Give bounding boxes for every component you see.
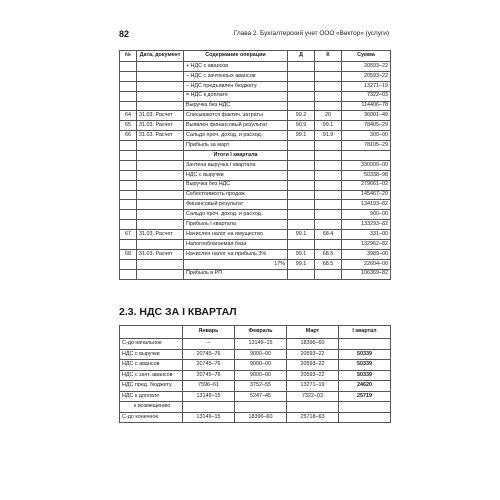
cell-label: НДС пред. бюджету [120,381,183,392]
cell-operation: Зачтена выручка I квартала [184,160,288,170]
cell-number: 64 [120,111,137,121]
section-title: 2.3. НДС ЗА I КВАРТАЛ [119,306,237,318]
cell-date [137,220,184,230]
table-row [120,230,391,240]
cell-march: 7322–03 [287,391,339,402]
cell-number [120,240,137,250]
cell-credit [315,170,342,180]
cell-operation: – НДС с зачтенных авансов [184,71,288,81]
cell-credit: 68.4 [315,230,342,240]
cell-number [120,269,137,279]
cell-label: НДС с зачт. авансов [120,370,183,381]
column-header: Содержание операции [184,51,288,62]
cell-amount: 13271–19 [342,81,391,91]
cell-label: НДС с выручки [120,349,183,360]
cell-debit [288,160,315,170]
cell-credit: 68.5 [315,249,342,259]
cell-date: 31.03. Расчет [137,111,184,121]
cell-credit [315,269,342,279]
cell-february: 18396–60 [235,412,287,423]
cell-quarter: 50339 [339,360,391,371]
cell-operation: Сальдо проч. доход. и расход. [184,131,288,141]
cell-debit [288,151,315,161]
cell-label: С-до конечное [120,412,183,423]
cell-february [235,402,287,413]
column-header: Д [288,51,315,62]
cell-amount: 133293–82 [342,220,391,230]
cell-date [137,62,184,72]
table-row [120,200,391,210]
column-header: К [315,51,342,62]
cell-amount: 279661–02 [342,180,391,190]
cell-date [137,210,184,220]
cell-number [120,210,137,220]
cell-number: 66 [120,131,137,141]
table-header-row [120,51,391,62]
column-header: Дата, документ [137,51,184,62]
cell-debit [288,71,315,81]
cell-amount: 330000–00 [342,160,391,170]
column-header: I квартал [339,326,391,339]
cell-amount: 900–00 [342,210,391,220]
table-row [120,370,391,381]
cell-date [137,151,184,161]
cell-debit: 99.1 [288,131,315,141]
cell-date: 31.03. Расчет [137,121,184,131]
table-row [120,339,391,350]
column-header: Январь [183,326,235,339]
cell-amount: 7322–03 [342,91,391,101]
page-number: 82 [119,29,130,39]
cell-credit [315,240,342,250]
table-row [120,381,391,392]
cell-amount: 114406–78 [342,101,391,111]
column-header: Февраль [235,326,287,339]
cell-number [120,170,137,180]
chapter-title: Глава 2. Бухгалтерский учет ООО «Вектор» (услуги) [233,30,389,37]
cell-number [120,220,137,230]
cell-credit [315,71,342,81]
cell-credit [315,81,342,91]
cell-january: 20745–76 [183,360,235,371]
table-row [120,91,391,101]
table-row [120,141,391,151]
cell-january: 13149–15 [183,391,235,402]
cell-operation: Финансовый результат [184,200,288,210]
cell-amount: 20593–22 [342,71,391,81]
cell-january: 20745–76 [183,349,235,360]
cell-debit: 99.1 [288,249,315,259]
cell-label: С-до начальное [120,339,183,350]
cell-date [137,71,184,81]
cell-amount: 132962–82 [342,240,391,250]
table-row [120,131,391,141]
cell-debit [288,62,315,72]
cell-date [137,180,184,190]
column-header [120,326,183,339]
table-row [120,101,391,111]
cell-debit [288,141,315,151]
table-row [120,269,391,279]
cell-quarter [339,412,391,423]
table-row [120,81,391,91]
cell-date: 31.03. Расчет [137,249,184,259]
column-header: Март [287,326,339,339]
cell-debit [288,200,315,210]
cell-debit [288,170,315,180]
cell-number [120,91,137,101]
cell-credit [315,101,342,111]
cell-february: 9000–00 [235,349,287,360]
table-row [120,360,391,371]
cell-march: 20593–22 [287,360,339,371]
cell-date [137,141,184,151]
cell-label: к возмещению [120,402,183,413]
table-row [120,349,391,360]
cell-february: 5247–45 [235,391,287,402]
cell-debit [288,180,315,190]
cell-credit [315,200,342,210]
table-row [120,220,391,230]
cell-operation: Выручка без НДС [184,180,288,190]
cell-credit: 91.9 [315,131,342,141]
cell-operation: + НДС с авансов [184,62,288,72]
table-row [120,391,391,402]
table-row [120,62,391,72]
cell-amount: 300–00 [342,131,391,141]
cell-credit [315,91,342,101]
cell-credit [315,141,342,151]
cell-number [120,101,137,111]
accounting-table [119,50,391,280]
cell-amount: 331–00 [342,230,391,240]
column-header: Сумма [342,51,391,62]
cell-debit [288,91,315,101]
cell-number [120,200,137,210]
cell-operation: Начислен налог на имущество [184,230,288,240]
table-row [120,160,391,170]
cell-amount: 20593–22 [342,62,391,72]
cell-operation: 17% [184,259,288,269]
cell-march: 25718–63 [287,412,339,423]
table-row [120,240,391,250]
cell-operation: Прибыль в РП [184,269,288,279]
table-row [120,190,391,200]
cell-january [183,402,235,413]
cell-number [120,71,137,81]
table-row [120,402,391,413]
cell-february: 3752–55 [235,381,287,392]
cell-debit: 90.9 [288,121,315,131]
cell-january: 13149–15 [183,412,235,423]
table-row [120,249,391,259]
cell-debit [288,190,315,200]
cell-march: 13271–19 [287,381,339,392]
cell-operation: Списываются фактич. затраты [184,111,288,121]
cell-debit [288,240,315,250]
cell-debit: 99.1 [288,259,315,269]
cell-credit [315,210,342,220]
cell-debit [288,81,315,91]
page-header [119,29,389,41]
cell-debit [288,101,315,111]
cell-debit: 99.1 [288,230,315,240]
cell-date: 31.03. Расчет [137,131,184,141]
cell-operation: Выявлен финансовый результат [184,121,288,131]
cell-amount: 22604–00 [342,259,391,269]
cell-february: 13149–15 [235,339,287,350]
cell-amount: 50338–98 [342,170,391,180]
cell-january: – [183,339,235,350]
cell-march: 18396–60 [287,339,339,350]
cell-debit [288,220,315,230]
cell-operation: Итоги I квартала [184,151,288,161]
cell-january: 7596–61 [183,381,235,392]
cell-debit [288,269,315,279]
cell-number [120,81,137,91]
cell-operation: = НДС к доплате [184,91,288,101]
cell-number [120,259,137,269]
cell-operation: – НДС предъявлен бюджету [184,81,288,91]
cell-number [120,62,137,72]
cell-amount: 3989–00 [342,249,391,259]
cell-amount: 78405–29 [342,121,391,131]
table-row [120,111,391,121]
cell-credit [315,160,342,170]
column-header: № [120,51,137,62]
cell-date [137,91,184,101]
cell-amount [342,151,391,161]
cell-label: НДС с авансов [120,360,183,371]
cell-date [137,200,184,210]
table-row [120,151,391,161]
cell-amount: 78105–29 [342,141,391,151]
cell-march: 20593–22 [287,349,339,360]
cell-label: НДС к доплате [120,391,183,402]
table-row [120,259,391,269]
cell-number [120,180,137,190]
cell-operation: Себестоимость продаж [184,190,288,200]
cell-february: 9000–00 [235,370,287,381]
cell-operation: Налогооблагаемая база [184,240,288,250]
cell-date [137,101,184,111]
cell-amount: 36001–49 [342,111,391,121]
table-row [120,412,391,423]
cell-quarter: 25719 [339,391,391,402]
cell-operation: Сальдо проч. доход. и расход. [184,210,288,220]
cell-operation: НДС с выручки [184,170,288,180]
table-header-row [120,326,391,339]
cell-credit: 20 [315,111,342,121]
cell-credit [315,151,342,161]
cell-quarter [339,402,391,413]
cell-march [287,402,339,413]
table-row [120,170,391,180]
cell-quarter: 24620 [339,381,391,392]
cell-number [120,141,137,151]
cell-number [120,151,137,161]
cell-quarter [339,339,391,350]
table-row [120,180,391,190]
cell-amount: 145467–20 [342,190,391,200]
cell-credit [315,190,342,200]
cell-number: 65 [120,121,137,131]
cell-date [137,190,184,200]
cell-operation: Начислен налог на прибыль 3% [184,249,288,259]
table-row [120,121,391,131]
table-row [120,210,391,220]
cell-debit [288,210,315,220]
table-row [120,71,391,81]
cell-credit: 99.1 [315,121,342,131]
cell-number: 67 [120,230,137,240]
cell-date [137,170,184,180]
cell-number: 68 [120,249,137,259]
cell-quarter: 50339 [339,349,391,360]
cell-credit [315,62,342,72]
cell-amount: 106369–82 [342,269,391,279]
vat-table [119,325,391,423]
cell-date [137,259,184,269]
cell-operation: Выручка без НДС [184,101,288,111]
cell-quarter: 50339 [339,370,391,381]
cell-date [137,160,184,170]
cell-operation: Прибыль за март [184,141,288,151]
cell-number [120,190,137,200]
cell-credit [315,180,342,190]
cell-march: 20593–22 [287,370,339,381]
cell-february: 9000–00 [235,360,287,371]
cell-january: 20745–76 [183,370,235,381]
cell-number [120,160,137,170]
cell-credit [315,220,342,230]
cell-date [137,81,184,91]
cell-date [137,269,184,279]
cell-credit: 68.5 [315,259,342,269]
cell-debit: 90.2 [288,111,315,121]
cell-date [137,240,184,250]
cell-amount: 134193–82 [342,200,391,210]
cell-operation: Прибыль I квартала [184,220,288,230]
cell-date: 31.03. Расчет [137,230,184,240]
